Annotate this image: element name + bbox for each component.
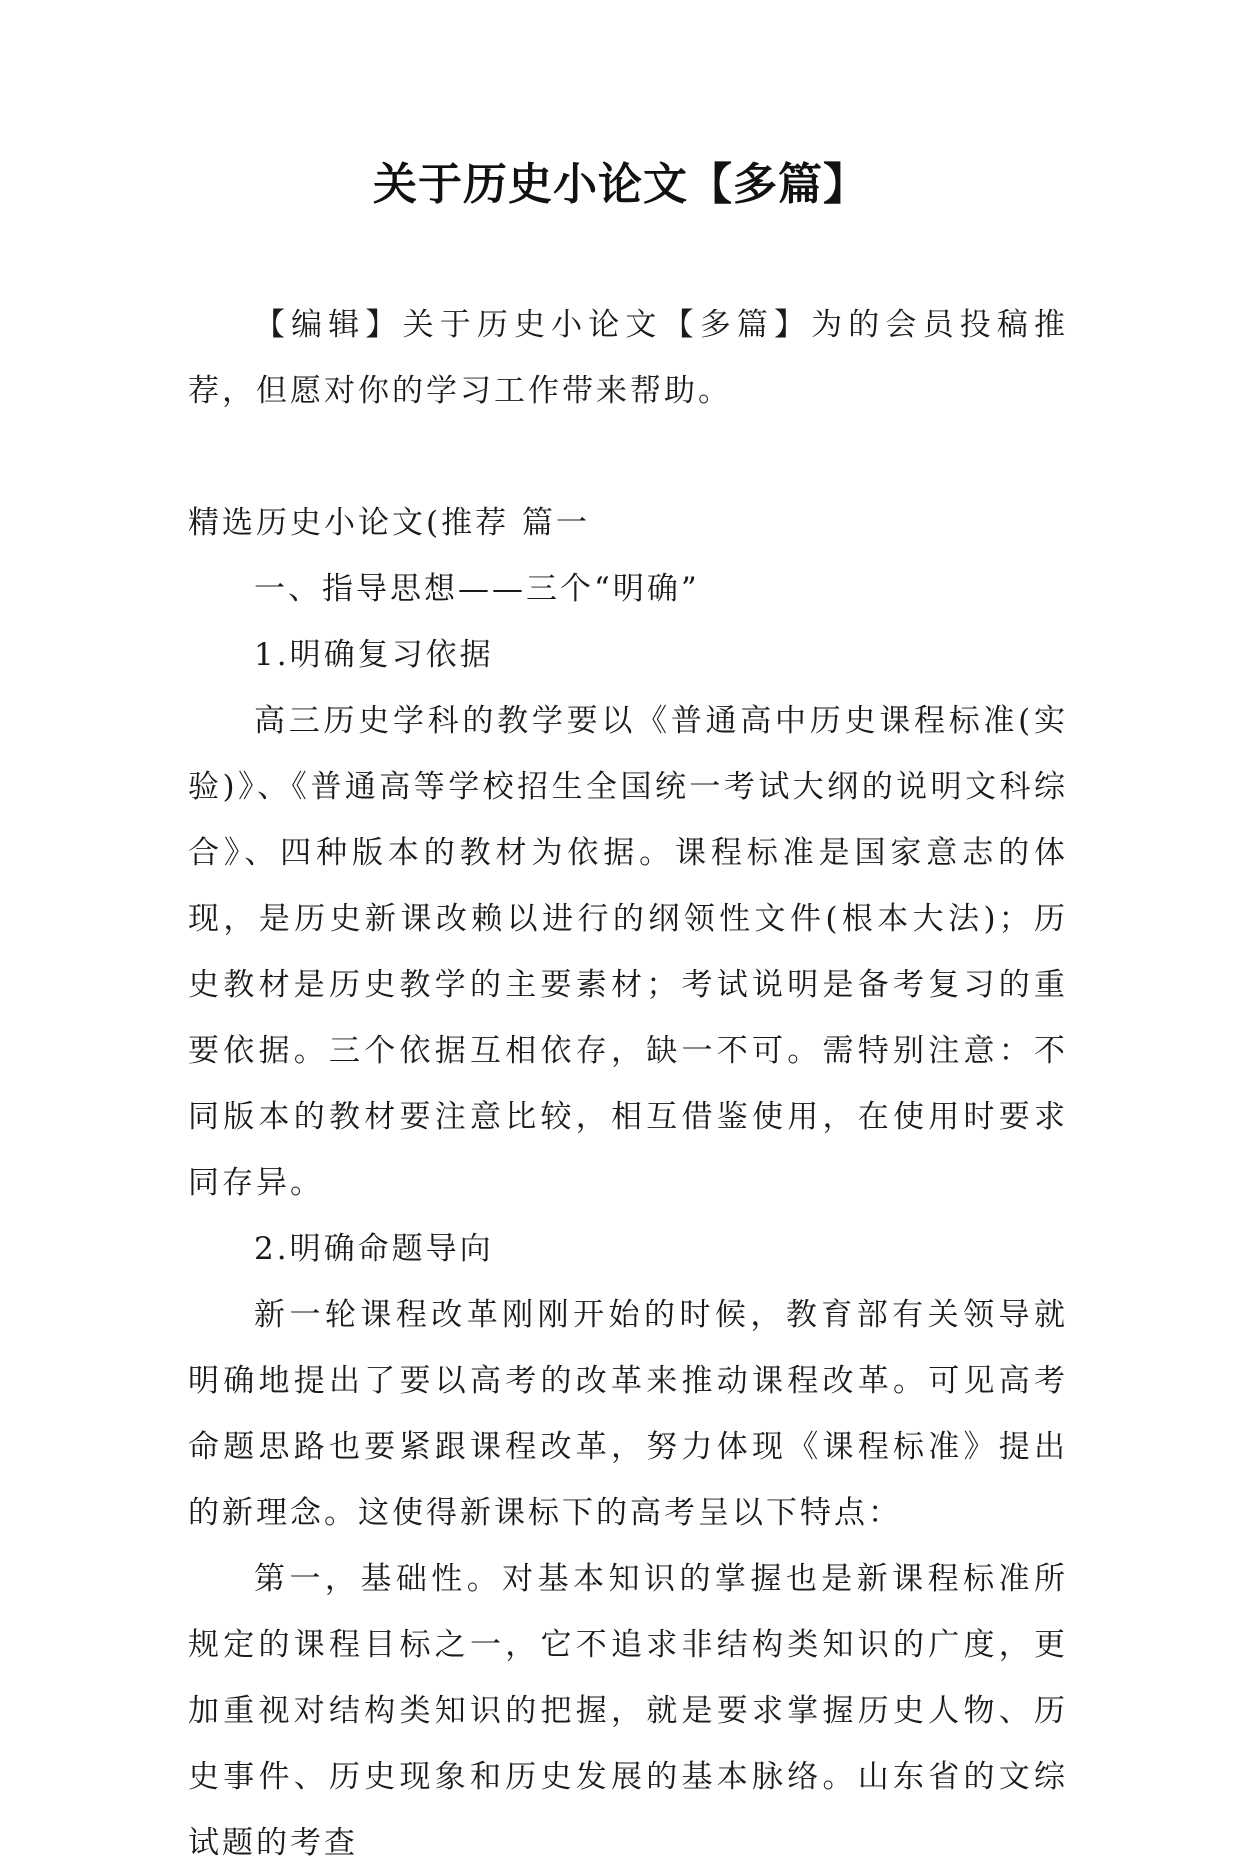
subheading-review-basis: 1.明确复习依据 [254, 637, 494, 673]
document-body [188, 292, 1068, 1876]
spacer [188, 424, 1068, 490]
subheading-exam-orientation: 2.明确命题导向 [254, 1231, 494, 1267]
heading-guiding-thought: 一、指导思想——三个“明确” [254, 571, 700, 607]
body-paragraph: 高三历史学科的教学要以《普通高中历史课程标准(实验)》、《普通高等学校招生全国统一考试大纲的说明文科综合》、四种版本的教材为依据。课程标准是国家意志的体现，是历史新课改赖以进行的纲领性文件(根本大法)；历史教材是历史教学的主要素材；考试说明是备考复习的重要依据。三个依据互相依存，缺一不可。需特别注意：不同版本的教材要注意比较，相互借鉴使用，在使用时要求同存异。 [188, 703, 1068, 1201]
document-title: 关于历史小论文【多篇】 [373, 159, 868, 210]
intro-paragraph: 【编辑】关于历史小论文【多篇】为的会员投稿推荐，但愿对你的学习工作带来帮助。 [188, 307, 1068, 409]
body-paragraph: 第一，基础性。对基本知识的掌握也是新课程标准所规定的课程目标之一，它不追求非结构类知识的广度，更加重视对结构类知识的把握，就是要求掌握历史人物、历史事件、历史现象和历史发展的基本脉络。山东省的文综试题的考查 [188, 1561, 1068, 1861]
section-heading: 精选历史小论文(推荐 篇一 [188, 505, 590, 541]
body-paragraph: 新一轮课程改革刚刚开始的时候，教育部有关领导就明确地提出了要以高考的改革来推动课程改革。可见高考命题思路也要紧跟课程改革，努力体现《课程标准》提出的新理念。这使得新课标下的高考呈以下特点： [188, 1297, 1068, 1531]
